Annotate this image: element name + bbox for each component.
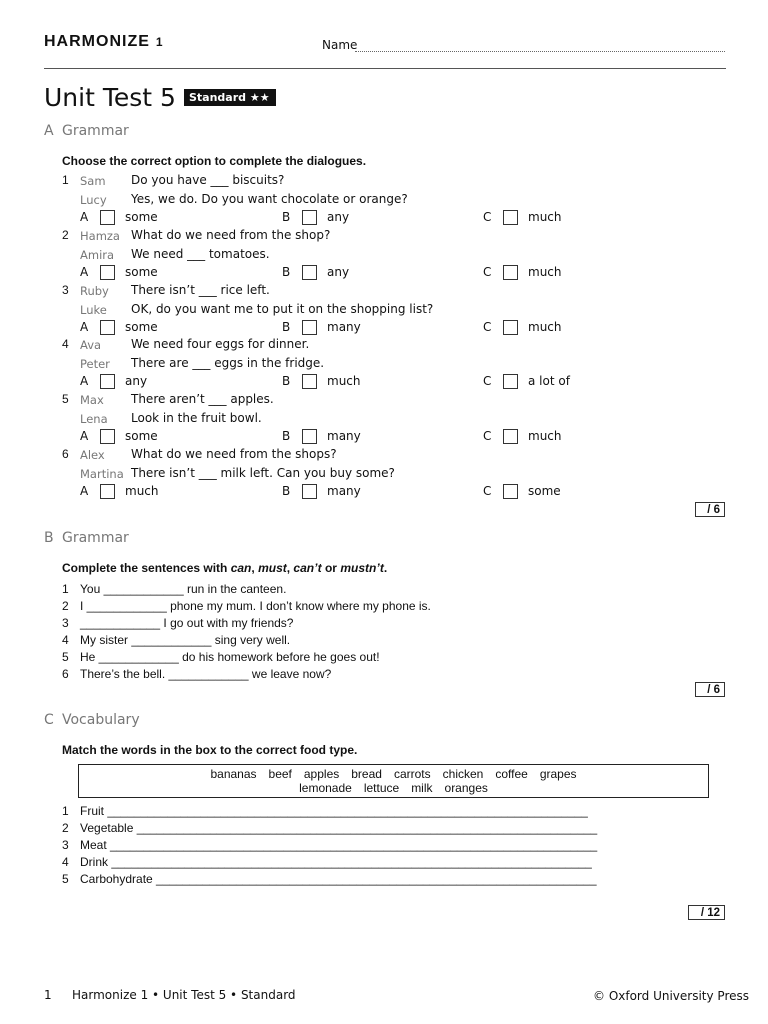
word-row	[79, 781, 708, 795]
answer-line[interactable]: Vegetable _____________________________________________________________________	[80, 821, 598, 835]
section-c-letter: C	[44, 712, 54, 728]
box-word: lettuce	[363, 781, 400, 795]
section-a-score: / 6	[695, 502, 725, 517]
speaker-name: Luke	[80, 303, 107, 317]
modal-mustnt: mustn’t	[340, 561, 384, 575]
section-b-score: / 6	[695, 682, 725, 697]
answer-checkbox[interactable]	[100, 265, 115, 280]
modal-cant: can’t	[293, 561, 322, 575]
section-a-title: Grammar	[62, 123, 129, 139]
option-letter: B	[282, 484, 291, 498]
box-word: lemonade	[299, 781, 352, 795]
sep: ,	[251, 561, 259, 575]
box-word: apples	[303, 767, 340, 781]
answer-checkbox[interactable]	[302, 320, 317, 335]
sep: or	[321, 561, 341, 575]
sentence: I ____________ phone my mum. I don’t know where my phone is.	[80, 599, 431, 613]
speaker-name: Ava	[80, 338, 102, 352]
question-number: 2	[62, 599, 69, 613]
option-text: much	[528, 210, 562, 224]
option-text: any	[125, 374, 148, 388]
answer-checkbox[interactable]	[503, 429, 518, 444]
dialogue-line: There are ___ eggs in the fridge.	[131, 356, 325, 370]
answer-line[interactable]: Carbohydrate __________________________________________________________________	[80, 872, 597, 886]
answer-checkbox[interactable]	[100, 374, 115, 389]
section-a-letter: A	[44, 123, 54, 139]
speaker-name: Max	[80, 393, 104, 407]
question-number: 2	[62, 228, 69, 242]
speaker-name: Peter	[80, 357, 110, 371]
footer-page-number: 1	[44, 988, 52, 1002]
question-number: 5	[62, 650, 69, 664]
section-b-letter: B	[44, 530, 54, 546]
section-b-heading	[44, 530, 129, 546]
answer-checkbox[interactable]	[100, 210, 115, 225]
question-number: 4	[62, 855, 69, 869]
answer-checkbox[interactable]	[503, 484, 518, 499]
option-letter: B	[282, 320, 291, 334]
harmonize-logo	[44, 33, 164, 51]
answer-checkbox[interactable]	[100, 320, 115, 335]
level-badge: Standard ★★	[184, 89, 276, 106]
option-letter: C	[483, 429, 492, 443]
answer-checkbox[interactable]	[503, 374, 518, 389]
dialogue-line: Do you have ___ biscuits?	[131, 173, 285, 187]
dialogue-line: Yes, we do. Do you want chocolate or orange?	[131, 192, 408, 206]
question-number: 3	[62, 616, 69, 630]
answer-checkbox[interactable]	[503, 320, 518, 335]
answer-checkbox[interactable]	[100, 484, 115, 499]
option-text: much	[528, 429, 562, 443]
speaker-name: Lena	[80, 412, 108, 426]
box-word: chicken	[442, 767, 484, 781]
option-text: many	[327, 429, 361, 443]
option-text: much	[327, 374, 361, 388]
name-label: Name	[322, 38, 358, 52]
answer-checkbox[interactable]	[503, 265, 518, 280]
speaker-name: Hamza	[80, 229, 120, 243]
speaker-name: Martina	[80, 467, 124, 481]
option-letter: A	[80, 210, 89, 224]
question-number: 6	[62, 447, 69, 461]
option-letter: A	[80, 484, 89, 498]
dialogue-line: Look in the fruit bowl.	[131, 411, 262, 425]
modal-can: can	[230, 561, 252, 575]
speaker-name: Lucy	[80, 193, 107, 207]
question-number: 5	[62, 392, 69, 406]
box-word: oranges	[444, 781, 488, 795]
option-letter: A	[80, 429, 89, 443]
answer-checkbox[interactable]	[302, 210, 317, 225]
option-letter: C	[483, 320, 492, 334]
box-word: grapes	[539, 767, 577, 781]
section-c-instruction: Match the words in the box to the correct food type.	[62, 743, 358, 757]
question-number: 1	[62, 173, 69, 187]
option-text: many	[327, 484, 361, 498]
option-letter: C	[483, 265, 492, 279]
option-letter: B	[282, 374, 291, 388]
sentence: He ____________ do his homework before he goes out!	[80, 650, 380, 664]
box-word: coffee	[495, 767, 528, 781]
option-text: some	[528, 484, 561, 498]
header-divider	[44, 68, 726, 69]
section-c-title: Vocabulary	[62, 712, 140, 728]
speaker-name: Amira	[80, 248, 115, 262]
option-text: some	[125, 320, 158, 334]
option-letter: C	[483, 210, 492, 224]
dialogue-line: There isn’t ___ milk left. Can you buy some?	[131, 466, 395, 480]
modal-must: must	[258, 561, 287, 575]
option-text: some	[125, 210, 158, 224]
section-c-score: / 12	[688, 905, 725, 920]
box-word: bananas	[210, 767, 257, 781]
option-text: much	[125, 484, 159, 498]
question-number: 3	[62, 283, 69, 297]
box-word: beef	[268, 767, 292, 781]
answer-checkbox[interactable]	[302, 374, 317, 389]
option-text: much	[528, 320, 562, 334]
dialogue-line: There isn’t ___ rice left.	[131, 283, 270, 297]
box-word: bread	[351, 767, 382, 781]
question-number: 6	[62, 667, 69, 681]
sentence: My sister ____________ sing very well.	[80, 633, 291, 647]
option-text: a lot of	[528, 374, 570, 388]
dialogue-line: OK, do you want me to put it on the shopping list?	[131, 302, 434, 316]
sentence: You ____________ run in the canteen.	[80, 582, 287, 596]
answer-checkbox[interactable]	[503, 210, 518, 225]
option-letter: B	[282, 265, 291, 279]
word-row	[79, 767, 708, 781]
section-a-heading	[44, 123, 129, 139]
question-number: 1	[62, 804, 69, 818]
page-title: Unit Test 5	[44, 83, 176, 112]
answer-checkbox[interactable]	[302, 265, 317, 280]
section-a-instruction: Choose the correct option to complete the dialogues.	[62, 154, 367, 168]
answer-checkbox[interactable]	[302, 429, 317, 444]
question-number: 3	[62, 838, 69, 852]
option-text: some	[125, 429, 158, 443]
section-c-heading	[44, 712, 140, 728]
answer-checkbox[interactable]	[100, 429, 115, 444]
logo-number: 1	[155, 35, 164, 49]
option-letter: C	[483, 374, 492, 388]
option-letter: C	[483, 484, 492, 498]
dialogue-line: What do we need from the shop?	[131, 228, 331, 242]
box-word: milk	[411, 781, 433, 795]
answer-line[interactable]: Meat _________________________________________________________________________	[80, 838, 598, 852]
dialogue-line: There aren’t ___ apples.	[131, 392, 274, 406]
section-b-title: Grammar	[62, 530, 129, 546]
option-letter: B	[282, 210, 291, 224]
answer-checkbox[interactable]	[302, 484, 317, 499]
question-number: 5	[62, 872, 69, 886]
option-letter: B	[282, 429, 291, 443]
dialogue-line: We need four eggs for dinner.	[131, 337, 310, 351]
question-number: 1	[62, 582, 69, 596]
option-text: many	[327, 320, 361, 334]
answer-line[interactable]: Drink ________________________________________________________________________	[80, 855, 592, 869]
footer-title: Harmonize 1 • Unit Test 5 • Standard	[72, 988, 296, 1002]
sep: .	[383, 561, 388, 575]
question-number: 4	[62, 337, 69, 351]
dialogue-line: We need ___ tomatoes.	[131, 247, 270, 261]
section-b-instruction	[62, 561, 387, 575]
option-text: any	[327, 265, 350, 279]
question-number: 4	[62, 633, 69, 647]
speaker-name: Alex	[80, 448, 105, 462]
option-letter: A	[80, 265, 89, 279]
sentence: There’s the bell. ____________ we leave now?	[80, 667, 332, 681]
word-box	[78, 764, 709, 798]
sentence: ____________ I go out with my friends?	[80, 616, 294, 630]
name-field[interactable]	[355, 51, 725, 52]
box-word: carrots	[393, 767, 431, 781]
option-letter: A	[80, 320, 89, 334]
answer-line[interactable]: Fruit ________________________________________________________________________	[80, 804, 588, 818]
option-text: any	[327, 210, 350, 224]
footer-copyright: © Oxford University Press	[593, 989, 750, 1003]
logo-text: HARMONIZE	[44, 33, 150, 50]
instr-text: Complete the sentences with	[62, 561, 231, 575]
sep: ,	[286, 561, 294, 575]
option-text: some	[125, 265, 158, 279]
dialogue-line: What do we need from the shops?	[131, 447, 337, 461]
question-number: 2	[62, 821, 69, 835]
speaker-name: Sam	[80, 174, 106, 188]
speaker-name: Ruby	[80, 284, 109, 298]
option-text: much	[528, 265, 562, 279]
option-letter: A	[80, 374, 89, 388]
